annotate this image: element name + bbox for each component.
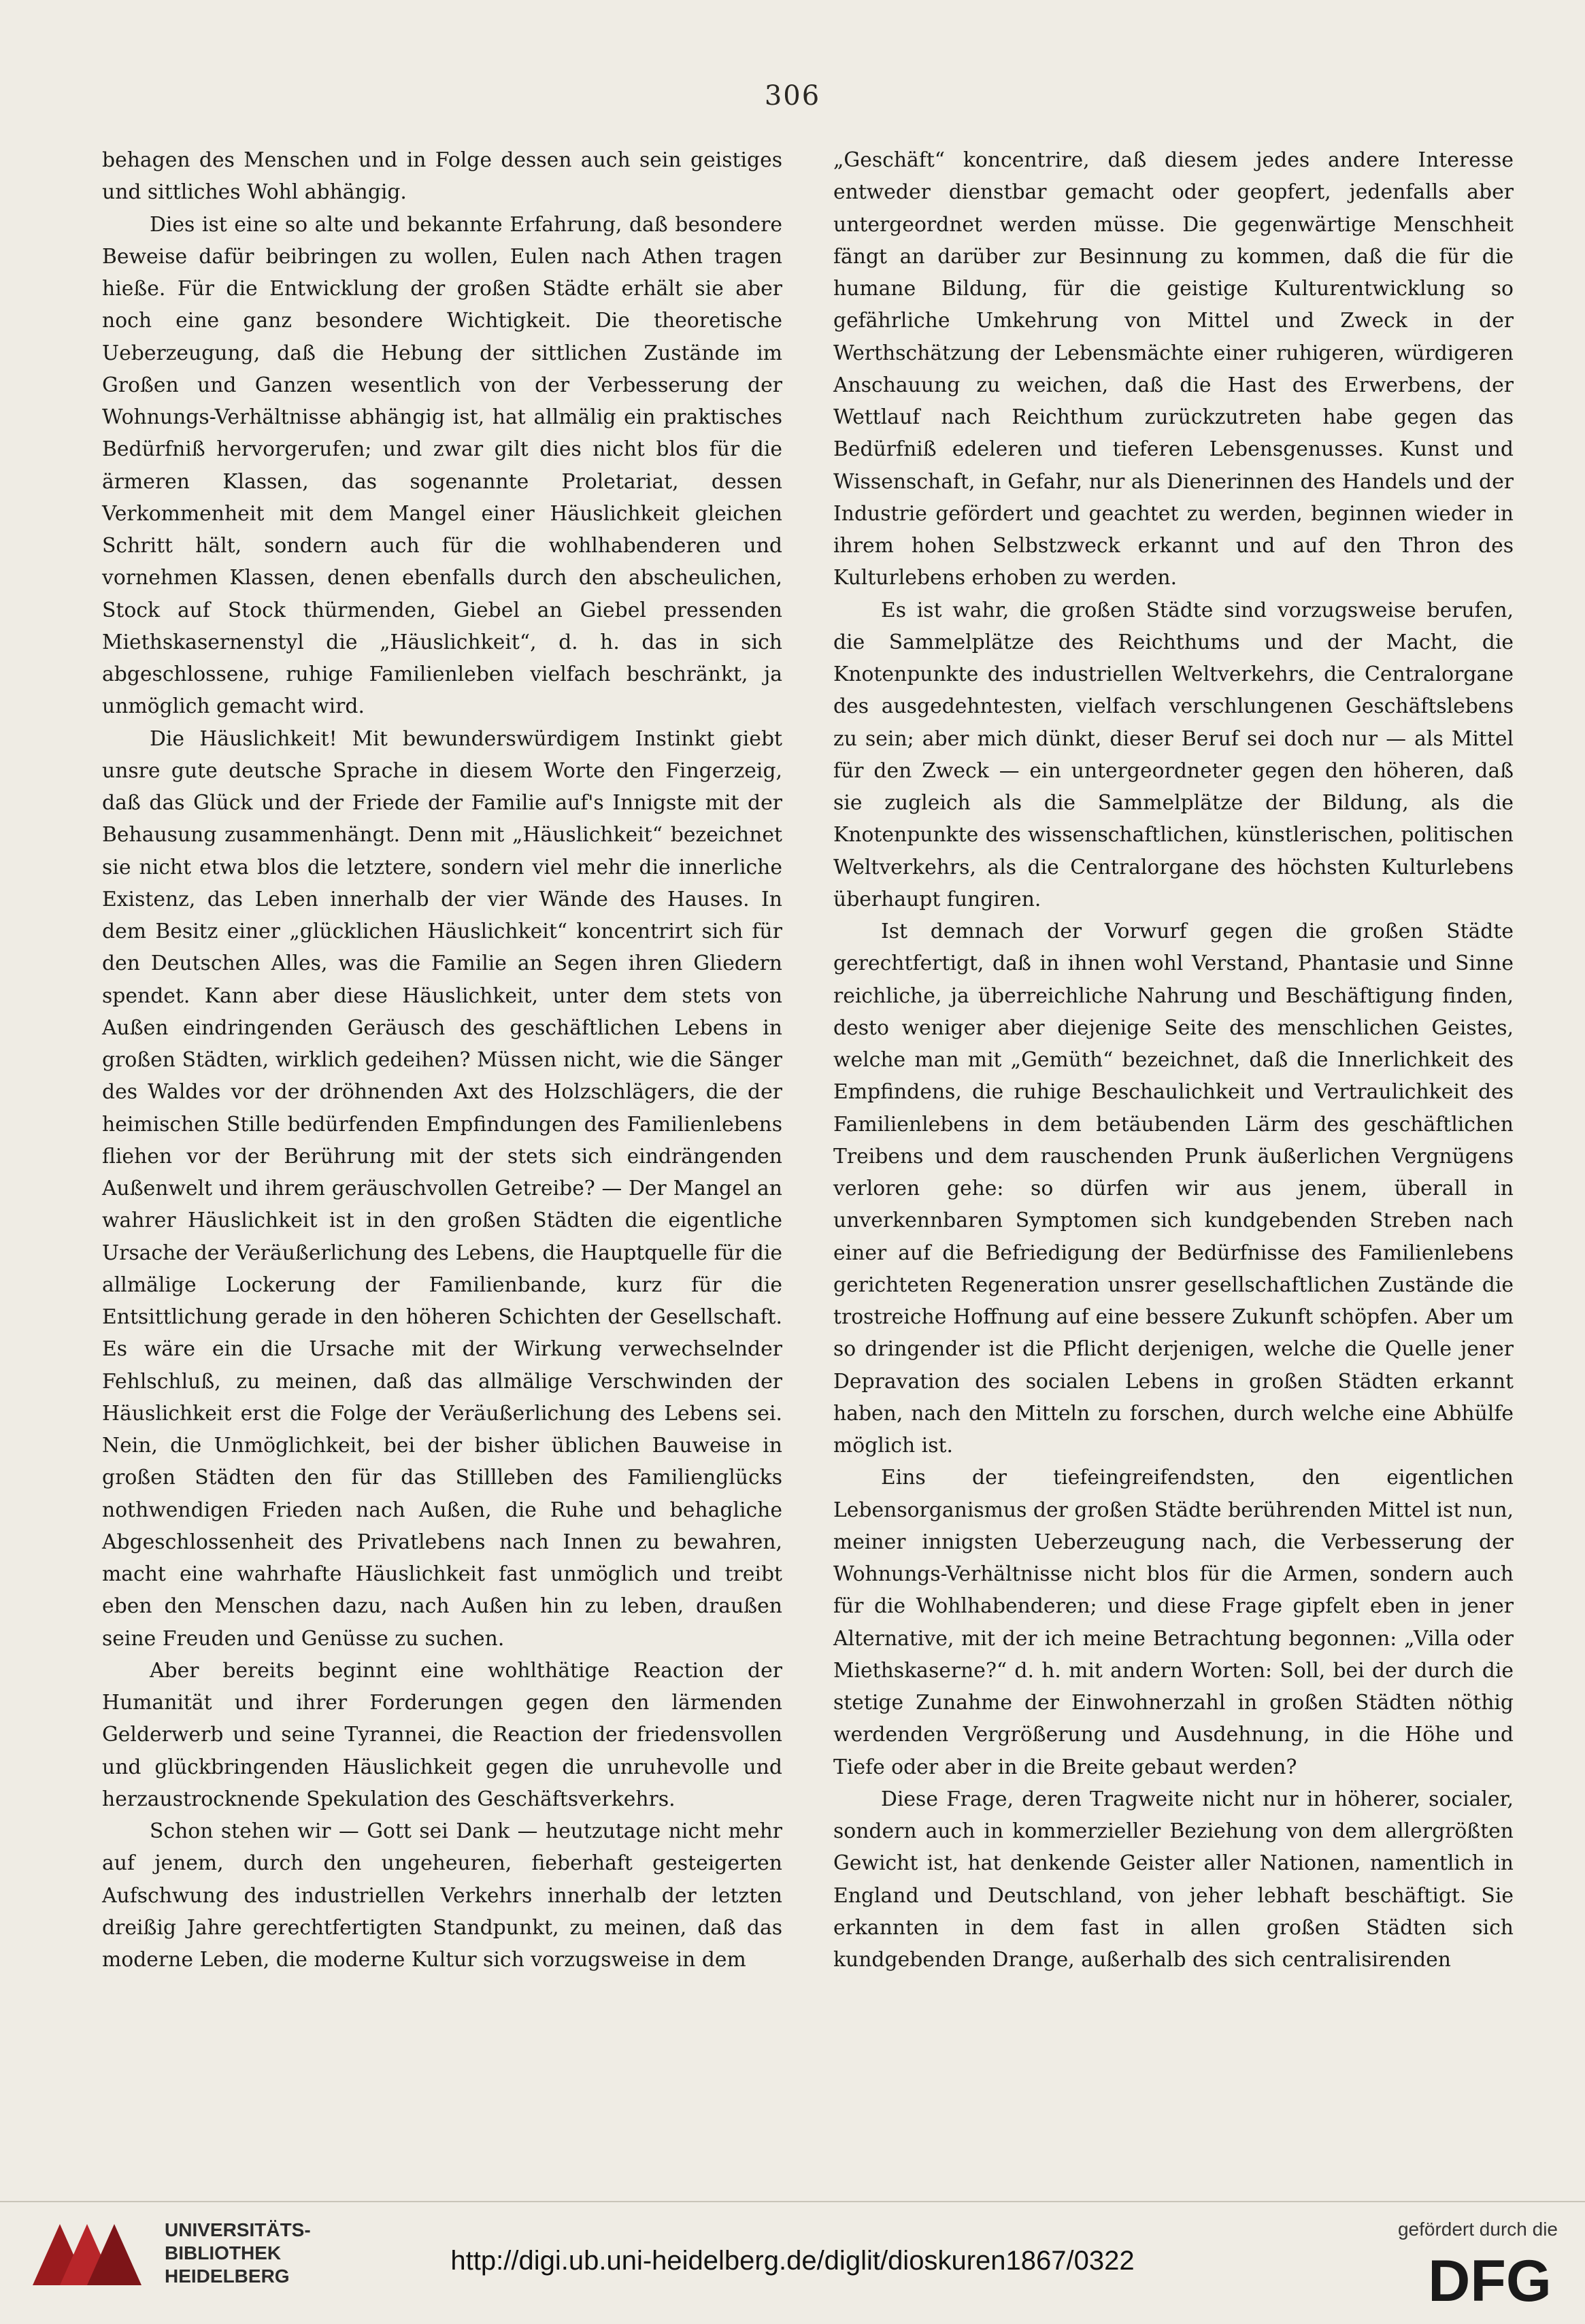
dfg-logo-text: DFG xyxy=(1428,2249,1552,2310)
paragraph: behagen des Menschen und in Folge dessen auch sein geistiges und sittliches Wohl abhängig. xyxy=(102,148,782,205)
institution-line: BIBLIOTHEK xyxy=(165,2242,282,2263)
paragraph: Eins der tiefeingreifendsten, den eigentlichen Lebensorganismus der großen Städte berührenden Mittel ist nun, meiner innigsten Ueberzeugung nach, die Verbesserung der Wohnungs-Verhältnisse nicht blos für die Armen, sondern auch für die Wohlhabenderen; und diese Frage gipfelt eben in jener Alternative, mit der ich meine Betrachtung begonnen: „Villa oder Miethskaserne?“ d. h. mit andern Worten: Soll, bei der durch die stetige Zunahme der Einwohnerzahl in großen Städten nöthig werdenden Vergrößerung und Ausdehnung, in die Höhe und Tiefe oder aber in die Breite gebaut werden? xyxy=(833,1466,1514,1779)
paragraph: Schon stehen wir — Gott sei Dank — heutzutage nicht mehr auf jenem, durch den ungeheuren, fieberhaft gesteigerten Aufschwung des industriellen Verkehrs innerhalb der letzten dreißig Jahre gerechtfertigten Standpunkt, zu meinen, daß das moderne Leben, die moderne Kultur sich vorzugsweise in dem xyxy=(102,1819,782,1972)
paragraph: Dies ist eine so alte und bekannte Erfahrung, daß besondere Beweise dafür beibringen zu wollen, Eulen nach Athen tragen hieße. Für die Entwicklung der großen Städte erhält sie aber noch eine ganz besondere Wichtigkeit. Die theoretische Ueberzeugung, daß die Hebung der sittlichen Zustände im Großen und Ganzen wesentlich von der Verbesserung der Wohnungs-Verhältnisse abhängig ist, hat allmälig ein praktisches Bedürfniß hervorgerufen; und zwar gilt dies nicht blos für die ärmeren Klassen, das sogenannte Proletariat, dessen Verkommenheit mit dem Mangel einer Häuslichkeit gleichen Schritt hält, sondern auch für die wohlhabenderen und vornehmen Klassen, denen ebenfalls durch den abscheulichen, Stock auf Stock thürmenden, Giebel an Giebel pressenden Miethskasernenstyl die „Häuslichkeit“, d. h. das in sich abgeschlossene, ruhige Familienleben vielfach beschränkt, ja unmöglich gemacht wird. xyxy=(102,212,782,719)
dfg-logo-icon[interactable] xyxy=(1422,2248,1558,2310)
paragraph: Ist demnach der Vorwurf gegen die großen Städte gerechtfertigt, daß in ihnen wohl Verstand, Phantasie und Sinne reichliche, ja überreichliche Nahrung und Beschäftigung finden, desto weniger aber diejenige Seite des menschlichen Geistes, welche man mit „Gemüth“ bezeichnet, daß die Innerlichkeit des Empfindens, die ruhige Beschaulichkeit und Vertraulichkeit des Familienlebens in dem betäubenden Lärm des geschäftlichen Treibens und dem rauschenden Prunk äußerlichen Vergnügens verloren gehe: so dürfen wir aus jenem, überall in unverkennbaren Symptomen sich kundgebenden Streben nach einer auf die Befriedigung der Bedürfnisse des Familienlebens gerichteten Regeneration unsrer gesellschaftlichen Zustände die trostreiche Hoffnung auf eine bessere Zukunft schöpfen. Aber um so dringender ist die Pflicht derjenigen, welche die Quelle jener Depravation des socialen Lebens in großen Städten erkannt haben, nach den Mitteln zu forschen, durch welche eine Abhülfe möglich ist. xyxy=(833,920,1514,1458)
paragraph: Die Häuslichkeit! Mit bewunderswürdigem Instinkt giebt unsre gute deutsche Sprache in diesem Worte den Fingerzeig, daß das Glück und der Friede der Familie auf's Innigste mit der Behausung zusammenhängt. Denn mit „Häuslichkeit“ bezeichnet sie nicht etwa blos die letztere, sondern viel mehr die innerliche Existenz, das Leben innerhalb der vier Wände des Hauses. In dem Besitz einer „glücklichen Häuslichkeit“ koncentrirt sich für den Deutschen Alles, was die Familie an Segen ihren Gliedern spendet. Kann aber diese Häuslichkeit, unter dem stets von Außen eindringenden Geräusch des geschäftlichen Lebens in großen Städten, wirklich gedeihen? Müssen nicht, wie die Sänger des Waldes vor der dröhnenden Axt des Holzschlägers, die der heimischen Stille bedürfenden Empfindungen des Familienlebens fliehen vor der Berührung mit der stets sich eindrängenden Außenwelt und ihrem geräuschvollen Getreibe? — Der Mangel an wahrer Häuslichkeit ist in den großen Städten die eigentliche Ursache der Veräußerlichung des Lebens, die Hauptquelle für die allmälige Lockerung der Familienbande, kurz für die Entsittlichung gerade in den höheren Schichten der Gesellschaft. Es wäre ein die Ursache mit der Wirkung verwechselnder Fehlschluß, zu meinen, daß das allmälige Verschwinden der Häuslichkeit erst die Folge der Veräußerlichung des Lebens sei. Nein, die Unmöglichkeit, bei der bisher üblichen Bauweise in großen Städten den für das Stillleben des Familienglücks nothwendigen Frieden nach Außen, die Ruhe und behagliche Abgeschlossenheit des Privatlebens nach Innen zu bewahren, macht eine wahrhafte Häuslichkeit fast unmöglich und treibt eben den Menschen dazu, nach Außen hin zu leben, draußen seine Freuden und Genüsse zu suchen. xyxy=(102,726,782,1651)
institution-line: UNIVERSITÄTS- xyxy=(165,2219,311,2240)
right-column xyxy=(833,144,1514,2103)
paragraph: „Geschäft“ koncentrire, daß diesem jedes andere Interesse entweder dienstbar gemacht oder geopfert, jedenfalls aber untergeordnet werden müsse. Die gegenwärtige Menschheit fängt an darüber zur Besinnung zu kommen, daß die für die humane Bildung, für die geistige Kulturentwicklung so gefährliche Umkehrung von Mittel und Zweck in der Werthschätzung der Lebensmächte einer ruhigeren, würdigeren Anschauung zu weichen, daß die Hast des Erwerbens, der Wettlauf nach Reichthum zurückzutreten habe gegen das Bedürfniß edeleren und tieferen Lebensgenusses. Kunst und Wissenschaft, in Gefahr, nur als Dienerinnen des Handels und der Industrie gefördert und geachtet zu werden, beginnen wieder in ihrem hohen Selbstzweck erkannt und auf den Thron des Kulturlebens erhoben zu werden. xyxy=(833,148,1514,590)
page-number: 306 xyxy=(764,80,821,112)
institution-line: HEIDELBERG xyxy=(165,2266,290,2287)
paragraph: Aber bereits beginnt eine wohlthätige Reaction der Humanität und ihrer Forderungen gegen den lärmenden Gelderwerb und seine Tyrannei, die Reaction der friedensvollen und glückbringenden Häuslichkeit gegen die unruhevolle und herzaustrocknende Spekulation des Geschäftsverkehrs. xyxy=(102,1658,782,1811)
paragraph: Diese Frage, deren Tragweite nicht nur in höherer, socialer, sondern auch in kommerzieller Beziehung von dem allergrößten Gewicht ist, hat denkende Geister aller Nationen, namentlich in England und Deutschland, von jeher lebhaft beschäftigt. Sie erkannten in dem fast in allen großen Städten sich kundgebenden Drange, außerhalb des sich centralisirenden xyxy=(833,1787,1514,1972)
paragraph: Es ist wahr, die großen Städte sind vorzugsweise berufen, die Sammelplätze des Reichthums und der Macht, die Knotenpunkte des industriellen Weltverkehrs, die Centralorgane des ausgedehntesten, vielfach verschlungenen Geschäftslebens zu sein; aber mich dünkt, dieser Beruf sei doch nur — als Mittel für den Zweck — ein untergeordneter gegen den höheren, daß sie zugleich als die Sammelplätze der Bildung, als die Knotenpunkte des wissenschaftlichen, künstlerischen, politischen Weltverkehrs, als die Centralorgane des höchsten Kulturlebens überhaupt fungiren. xyxy=(833,598,1514,911)
permalink-url[interactable]: http://digi.ub.uni-heidelberg.de/diglit/dioskuren1867/0322 xyxy=(450,2246,1135,2276)
sponsor-caption: gefördert durch die xyxy=(1397,2219,1558,2240)
left-column xyxy=(102,144,782,2103)
footer-divider xyxy=(0,2201,1585,2202)
